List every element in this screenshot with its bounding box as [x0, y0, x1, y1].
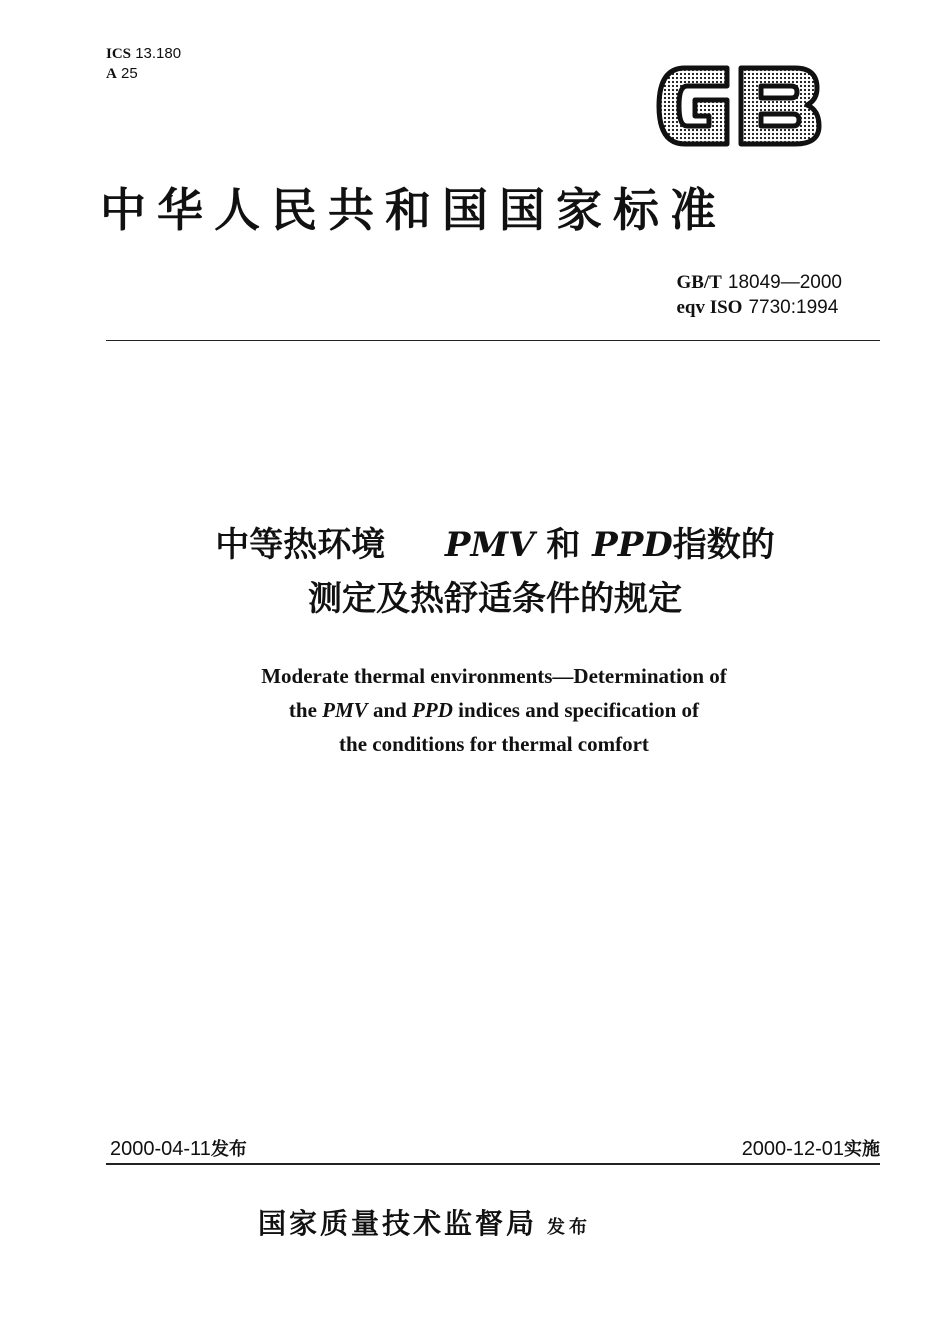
effective-date: 2000-12-01: [741, 1138, 844, 1160]
publisher-line: [258, 1202, 591, 1242]
title-en-the: the: [288, 698, 317, 722]
gb-label: GB/T: [676, 272, 722, 293]
publisher-name: 国家质量技术监督局: [258, 1207, 538, 1240]
eqv-code-line: [676, 295, 842, 320]
top-divider: [106, 340, 880, 341]
title-cn-part-b: 和: [546, 525, 581, 565]
english-title: [0, 659, 950, 761]
english-title-line1: Moderate thermal environments—Determination of: [261, 664, 727, 688]
class-label: A: [106, 66, 117, 82]
title-en-and: and: [372, 698, 407, 722]
gb-code-line: [676, 270, 842, 295]
title-en-indices: indices and specification of: [458, 698, 700, 722]
standard-code-block: [676, 270, 842, 320]
english-title-line2: [0, 693, 950, 727]
national-standard-title: 中华人民共和国国家标准: [100, 183, 727, 237]
class-code: 25: [121, 65, 138, 82]
issue-label: 发布: [210, 1139, 247, 1160]
ics-code: 13.180: [135, 45, 182, 62]
title-cn-part-c: 指数的: [672, 525, 775, 565]
chinese-title-line2: 测定及热舒适条件的规定: [308, 579, 682, 619]
issue-date-block: [110, 1135, 247, 1161]
effective-label: 实施: [844, 1139, 880, 1160]
title-cn-pmv: PMV: [444, 525, 535, 565]
title-en-pmv: PMV: [322, 698, 368, 722]
publisher-suffix: 发布: [547, 1217, 592, 1238]
title-cn-ppd: PPD: [592, 525, 673, 565]
effective-date-block: [742, 1135, 880, 1161]
english-title-line3: the conditions for thermal comfort: [339, 732, 649, 756]
ics-classification: [106, 44, 181, 84]
title-cn-part-a: 中等热环境: [215, 525, 386, 565]
chinese-title: [0, 518, 950, 626]
ics-label: ICS: [106, 46, 132, 62]
eqv-number: 7730:1994: [748, 297, 839, 318]
chinese-title-line1: [0, 518, 950, 572]
gb-logo-icon: [655, 60, 823, 152]
eqv-label: eqv ISO: [676, 297, 743, 318]
gb-number: 18049—2000: [727, 272, 842, 293]
title-en-ppd: PPD: [412, 698, 453, 722]
bottom-divider: [106, 1163, 880, 1165]
issue-date: 2000-04-11: [110, 1138, 211, 1160]
